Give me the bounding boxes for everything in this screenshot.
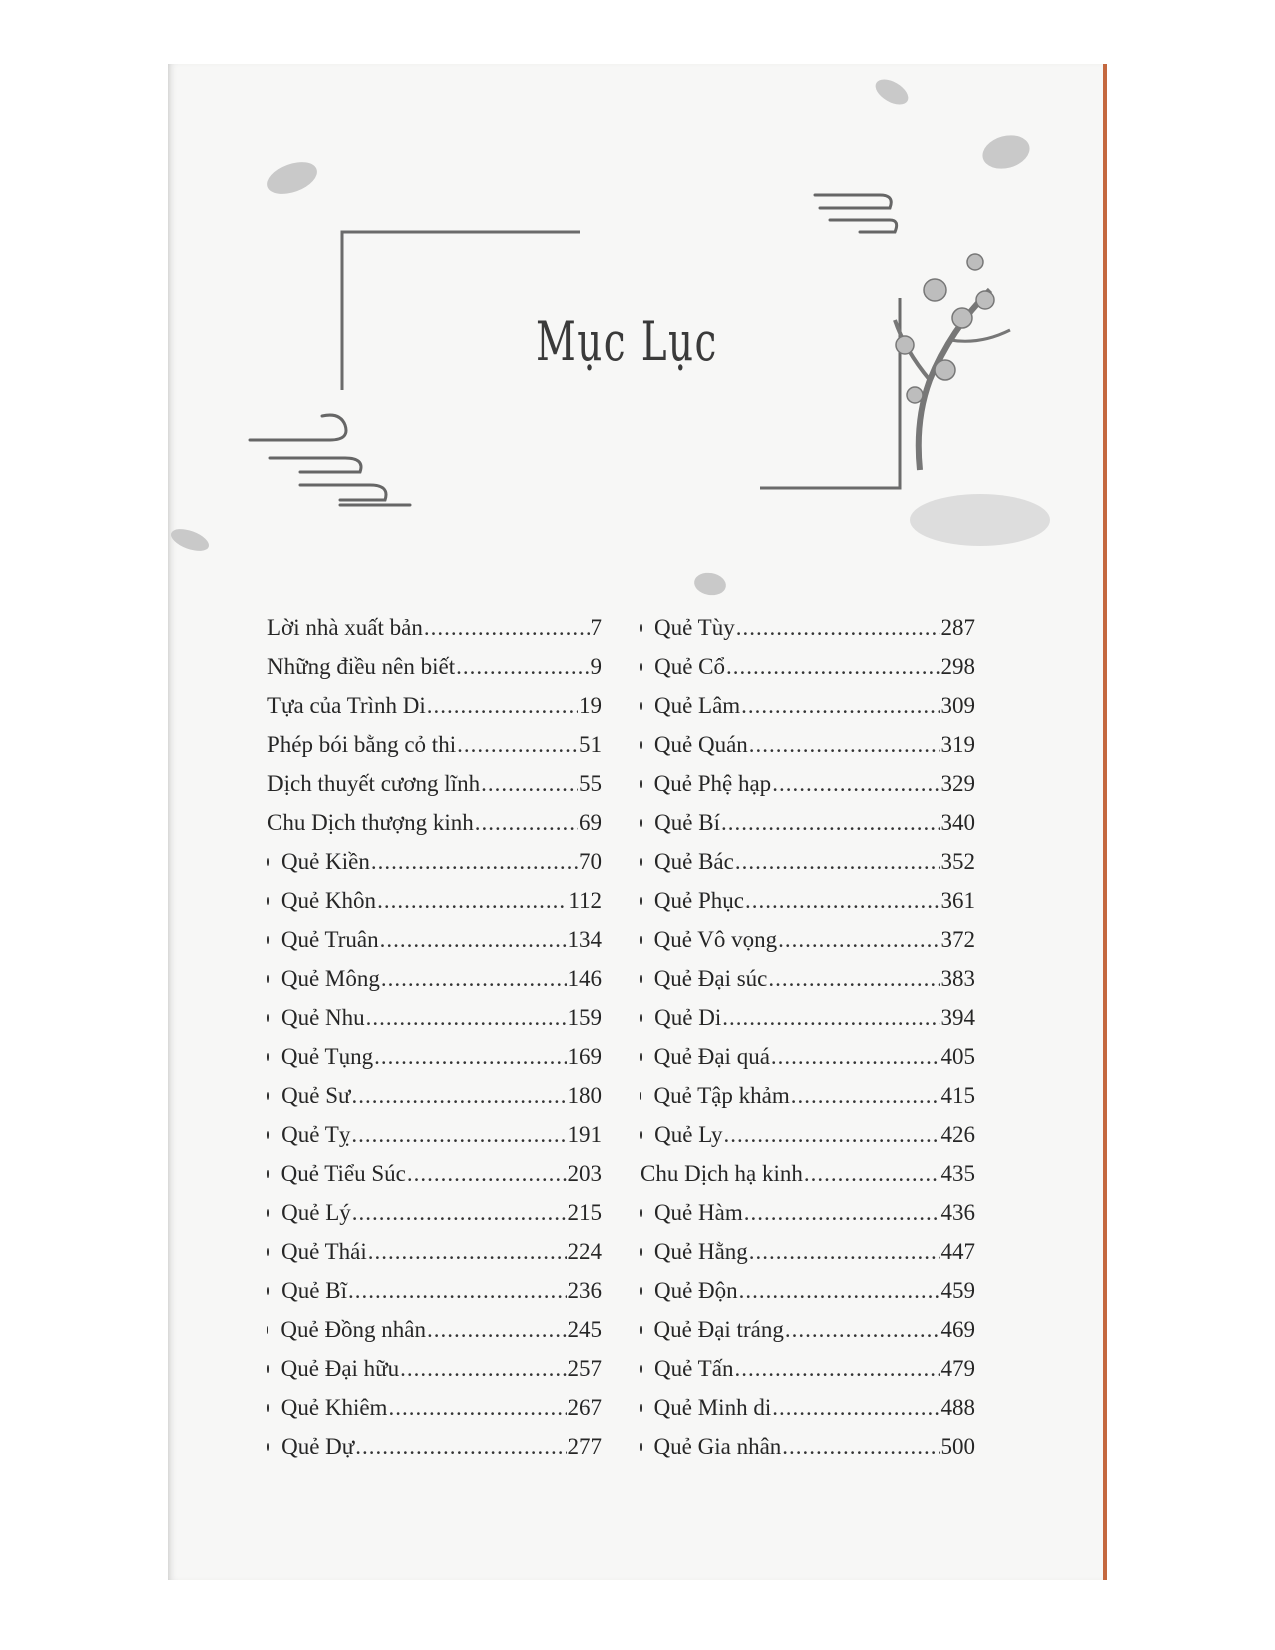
dot-leader bbox=[791, 1076, 940, 1115]
toc-entry-page: 340 bbox=[940, 810, 975, 835]
toc-entry bbox=[640, 647, 975, 686]
dot-leader bbox=[772, 764, 939, 803]
bullet-icon bbox=[267, 1209, 269, 1217]
bullet-icon bbox=[267, 1170, 269, 1178]
dot-leader bbox=[735, 842, 940, 881]
toc-entry-label: Quẻ Bĩ bbox=[281, 1278, 347, 1303]
bullet-icon bbox=[267, 1131, 269, 1139]
toc-entry-page: 9 bbox=[590, 654, 602, 679]
dot-leader bbox=[381, 959, 567, 998]
dot-leader bbox=[782, 1427, 939, 1466]
dot-leader bbox=[724, 1115, 940, 1154]
dot-leader bbox=[400, 1349, 566, 1388]
page-title: Mục Lục bbox=[536, 310, 718, 373]
toc-entry bbox=[640, 1427, 975, 1466]
toc-entry-label: Quẻ Tiểu Súc bbox=[280, 1161, 406, 1186]
toc-entry-label: Quẻ Hằng bbox=[653, 1239, 748, 1264]
toc-entry bbox=[640, 686, 975, 725]
bullet-icon bbox=[640, 1092, 641, 1100]
toc-entry-page: 146 bbox=[567, 966, 602, 991]
toc-entry-page: 203 bbox=[567, 1161, 602, 1186]
toc-entry bbox=[267, 647, 602, 686]
bullet-icon bbox=[640, 1248, 642, 1256]
toc-entry bbox=[640, 1349, 975, 1388]
toc-entry-page: 55 bbox=[579, 771, 602, 796]
bullet-icon bbox=[640, 624, 642, 632]
dot-leader bbox=[351, 1076, 566, 1115]
dot-leader bbox=[388, 1388, 566, 1427]
dot-leader bbox=[377, 881, 567, 920]
dot-leader bbox=[744, 1193, 940, 1232]
toc-entry-page: 224 bbox=[567, 1239, 602, 1264]
bullet-icon bbox=[640, 1209, 642, 1217]
toc-entry bbox=[267, 764, 602, 803]
toc-entry-label: Quẻ Lâm bbox=[653, 693, 741, 718]
toc-entry-label: Quẻ Phục bbox=[653, 888, 744, 913]
toc-entry-page: 257 bbox=[567, 1356, 602, 1381]
toc-entry-label: Quẻ Đại súc bbox=[653, 966, 768, 991]
toc-entry bbox=[267, 1427, 602, 1466]
bullet-icon bbox=[640, 663, 642, 671]
toc-entry-label: Quẻ Đại quá bbox=[653, 1044, 770, 1069]
bullet-icon bbox=[640, 936, 642, 944]
toc-entry-label: Quẻ Ly bbox=[654, 1122, 723, 1147]
toc-entry-label: Quẻ Thái bbox=[280, 1239, 367, 1264]
dot-leader bbox=[772, 1388, 939, 1427]
toc-entry bbox=[267, 1193, 602, 1232]
toc-entry-label: Quẻ Truân bbox=[280, 927, 379, 952]
bullet-icon bbox=[640, 1326, 642, 1334]
dot-leader bbox=[804, 1154, 940, 1193]
toc-entry-label: Quẻ Quán bbox=[653, 732, 748, 757]
toc-column-right bbox=[640, 608, 975, 1466]
toc-entry bbox=[640, 608, 975, 647]
dot-leader bbox=[371, 842, 578, 881]
bullet-icon bbox=[267, 1287, 269, 1295]
bullet-icon bbox=[640, 1131, 642, 1139]
toc-entry bbox=[640, 725, 975, 764]
dot-leader bbox=[749, 1232, 940, 1271]
toc-entry-page: 447 bbox=[940, 1239, 975, 1264]
toc-entry-label: Tựa của Trình Di bbox=[267, 693, 426, 718]
toc-entry-page: 191 bbox=[567, 1122, 602, 1147]
toc-entry bbox=[267, 881, 602, 920]
toc-entry-label: Những điều nên biết bbox=[267, 654, 456, 679]
dot-leader bbox=[475, 803, 578, 842]
toc-entry bbox=[640, 1193, 975, 1232]
dot-leader bbox=[741, 686, 939, 725]
toc-entry bbox=[640, 881, 975, 920]
toc-entry-page: 383 bbox=[940, 966, 975, 991]
toc-entry bbox=[640, 1271, 975, 1310]
bullet-icon bbox=[267, 1053, 269, 1061]
toc-entry-page: 159 bbox=[567, 1005, 602, 1030]
toc-entry-label: Quẻ Lý bbox=[281, 1200, 351, 1225]
toc-entry bbox=[267, 1349, 602, 1388]
toc-entry-label: Chu Dịch hạ kinh bbox=[640, 1161, 803, 1186]
toc-entry-label: Quẻ Tấn bbox=[654, 1356, 734, 1381]
toc-entry-label: Quẻ Đồng nhân bbox=[280, 1317, 427, 1342]
dot-leader bbox=[352, 1193, 567, 1232]
toc-entry-page: 180 bbox=[567, 1083, 602, 1108]
dot-leader bbox=[736, 608, 940, 647]
toc-entry-label: Quẻ Tỵ bbox=[281, 1122, 351, 1147]
toc-entry-label: Chu Dịch thượng kinh bbox=[267, 810, 474, 835]
toc-entry-page: 51 bbox=[579, 732, 602, 757]
toc-entry bbox=[267, 1076, 602, 1115]
toc-entry bbox=[640, 1115, 975, 1154]
toc-entry-label: Quẻ Hàm bbox=[653, 1200, 743, 1225]
plum-blossom-branch-icon bbox=[895, 254, 1010, 470]
toc-entry-label: Quẻ Đại tráng bbox=[653, 1317, 784, 1342]
toc-entry-page: 267 bbox=[567, 1395, 602, 1420]
bullet-icon bbox=[640, 819, 642, 827]
toc-entry-page: 215 bbox=[567, 1200, 602, 1225]
dot-leader bbox=[374, 1037, 566, 1076]
toc-entry-label: Lời nhà xuất bản bbox=[267, 615, 423, 640]
toc-entry-label: Dịch thuyết cương lĩnh bbox=[267, 771, 481, 796]
toc-entry-label: Quẻ Độn bbox=[653, 1278, 738, 1303]
dot-leader bbox=[351, 1115, 566, 1154]
bullet-icon bbox=[267, 975, 269, 983]
dot-leader bbox=[726, 647, 939, 686]
dot-leader bbox=[427, 686, 578, 725]
toc-entry bbox=[640, 920, 975, 959]
toc-entry bbox=[267, 920, 602, 959]
toc-entry bbox=[267, 998, 602, 1037]
toc-entry-page: 426 bbox=[940, 1122, 975, 1147]
toc-entry bbox=[640, 1388, 975, 1427]
bullet-icon bbox=[267, 1443, 269, 1451]
dot-leader bbox=[734, 1349, 939, 1388]
toc-entry-label: Quẻ Khôn bbox=[280, 888, 377, 913]
toc-entry-page: 479 bbox=[940, 1356, 975, 1381]
toc-entry-page: 415 bbox=[940, 1083, 975, 1108]
toc-entry-page: 488 bbox=[940, 1395, 975, 1420]
toc-entry-page: 469 bbox=[940, 1317, 975, 1342]
toc-entry bbox=[267, 686, 602, 725]
dot-leader bbox=[368, 1232, 567, 1271]
toc-entry bbox=[267, 1115, 602, 1154]
toc-column-left bbox=[267, 608, 602, 1466]
toc-entry-page: 319 bbox=[940, 732, 975, 757]
toc-entry bbox=[640, 1310, 975, 1349]
dot-leader bbox=[721, 803, 940, 842]
toc-entry bbox=[640, 1154, 975, 1193]
toc-entry-label: Quẻ Khiêm bbox=[280, 1395, 388, 1420]
toc-entry-page: 7 bbox=[590, 615, 602, 640]
toc-entry-page: 372 bbox=[940, 927, 975, 952]
toc-entry bbox=[640, 764, 975, 803]
toc-entry-page: 394 bbox=[940, 1005, 975, 1030]
toc-entry-label: Quẻ Sư bbox=[281, 1083, 351, 1108]
bullet-icon bbox=[267, 1404, 269, 1412]
bullet-icon bbox=[640, 702, 642, 710]
toc-entry-label: Quẻ Di bbox=[654, 1005, 722, 1030]
dot-leader bbox=[739, 1271, 940, 1310]
dot-leader bbox=[456, 647, 589, 686]
bullet-icon bbox=[267, 936, 269, 944]
bullet-icon bbox=[640, 1053, 642, 1061]
toc-entry-page: 405 bbox=[940, 1044, 975, 1069]
bullet-icon bbox=[267, 1092, 269, 1100]
toc-entry-label: Quẻ Vô vọng bbox=[653, 927, 778, 952]
toc-entry bbox=[267, 1154, 602, 1193]
toc-entry bbox=[267, 608, 602, 647]
dot-leader bbox=[407, 1154, 567, 1193]
toc-entry-page: 361 bbox=[940, 888, 975, 913]
dot-leader bbox=[348, 1271, 567, 1310]
bullet-icon bbox=[640, 1365, 642, 1373]
toc-entry-label: Quẻ Bác bbox=[654, 849, 734, 874]
toc-entry-label: Quẻ Phệ hạp bbox=[653, 771, 772, 796]
bullet-icon bbox=[267, 1014, 269, 1022]
toc-entry-label: Quẻ Dự bbox=[281, 1434, 355, 1459]
dot-leader bbox=[722, 998, 939, 1037]
toc-entry-page: 309 bbox=[940, 693, 975, 718]
bullet-icon bbox=[640, 1404, 642, 1412]
dot-leader bbox=[457, 725, 578, 764]
toc-entry-page: 329 bbox=[940, 771, 975, 796]
toc-entry bbox=[267, 842, 602, 881]
toc-entry-page: 245 bbox=[567, 1317, 602, 1342]
bullet-icon bbox=[267, 1326, 268, 1334]
toc-entry-page: 352 bbox=[940, 849, 975, 874]
toc-entry-page: 236 bbox=[567, 1278, 602, 1303]
toc-entry bbox=[640, 1037, 975, 1076]
dot-leader bbox=[366, 998, 567, 1037]
toc-entry bbox=[267, 1037, 602, 1076]
bullet-icon bbox=[640, 780, 642, 788]
bullet-icon bbox=[640, 897, 642, 905]
bullet-icon bbox=[640, 975, 642, 983]
dot-leader bbox=[424, 608, 590, 647]
toc-entry-page: 19 bbox=[579, 693, 602, 718]
toc-entry-label: Quẻ Tụng bbox=[280, 1044, 374, 1069]
toc-entry bbox=[267, 1271, 602, 1310]
toc-entry bbox=[640, 842, 975, 881]
toc-entry bbox=[267, 1388, 602, 1427]
bullet-icon bbox=[640, 1014, 642, 1022]
toc-entry-page: 436 bbox=[940, 1200, 975, 1225]
dot-leader bbox=[768, 959, 939, 998]
toc-entry-page: 435 bbox=[940, 1161, 975, 1186]
dot-leader bbox=[778, 920, 939, 959]
bullet-icon bbox=[640, 1443, 642, 1451]
bullet-icon bbox=[267, 858, 269, 866]
toc-entry-page: 134 bbox=[567, 927, 602, 952]
toc-entry bbox=[267, 725, 602, 764]
toc-entry bbox=[267, 1310, 602, 1349]
dot-leader bbox=[481, 764, 578, 803]
toc-entry-page: 287 bbox=[940, 615, 975, 640]
toc-entry-label: Quẻ Bí bbox=[654, 810, 720, 835]
toc-entry-label: Quẻ Tùy bbox=[654, 615, 735, 640]
bullet-icon bbox=[267, 897, 269, 905]
toc-entry bbox=[267, 959, 602, 998]
toc-entry-label: Quẻ Gia nhân bbox=[653, 1434, 782, 1459]
toc-entry-label: Quẻ Minh di bbox=[653, 1395, 772, 1420]
toc-entry bbox=[267, 803, 602, 842]
bullet-icon bbox=[640, 858, 642, 866]
toc-entry-label: Quẻ Cổ bbox=[654, 654, 726, 679]
dot-leader bbox=[745, 881, 940, 920]
toc-entry-page: 112 bbox=[568, 888, 602, 913]
bullet-icon bbox=[267, 1365, 269, 1373]
toc-entry-page: 69 bbox=[579, 810, 602, 835]
toc-entry-label: Quẻ Nhu bbox=[280, 1005, 365, 1030]
toc-entry bbox=[267, 1232, 602, 1271]
toc-entry-page: 277 bbox=[567, 1434, 602, 1459]
toc-entry-label: Phép bói bằng cỏ thi bbox=[267, 732, 457, 757]
toc-entry bbox=[640, 1076, 975, 1115]
dot-leader bbox=[380, 920, 567, 959]
toc-entry-label: Quẻ Đại hữu bbox=[280, 1356, 400, 1381]
toc-entry-page: 169 bbox=[567, 1044, 602, 1069]
toc-entry bbox=[640, 998, 975, 1037]
dot-leader bbox=[785, 1310, 940, 1349]
toc-entry bbox=[640, 959, 975, 998]
toc-entry-page: 70 bbox=[579, 849, 602, 874]
toc-entry bbox=[640, 803, 975, 842]
toc-entry-label: Quẻ Kiền bbox=[281, 849, 370, 874]
toc-entry-page: 500 bbox=[940, 1434, 975, 1459]
dot-leader bbox=[771, 1037, 940, 1076]
toc-entry bbox=[640, 1232, 975, 1271]
bullet-icon bbox=[640, 1287, 642, 1295]
toc-entry-label: Quẻ Tập khảm bbox=[653, 1083, 790, 1108]
dot-leader bbox=[355, 1427, 566, 1466]
bullet-icon bbox=[640, 741, 642, 749]
dot-leader bbox=[749, 725, 940, 764]
toc-entry-page: 298 bbox=[940, 654, 975, 679]
toc-entry-label: Quẻ Mông bbox=[280, 966, 380, 991]
toc-entry-page: 459 bbox=[940, 1278, 975, 1303]
bullet-icon bbox=[267, 1248, 269, 1256]
dot-leader bbox=[427, 1310, 566, 1349]
